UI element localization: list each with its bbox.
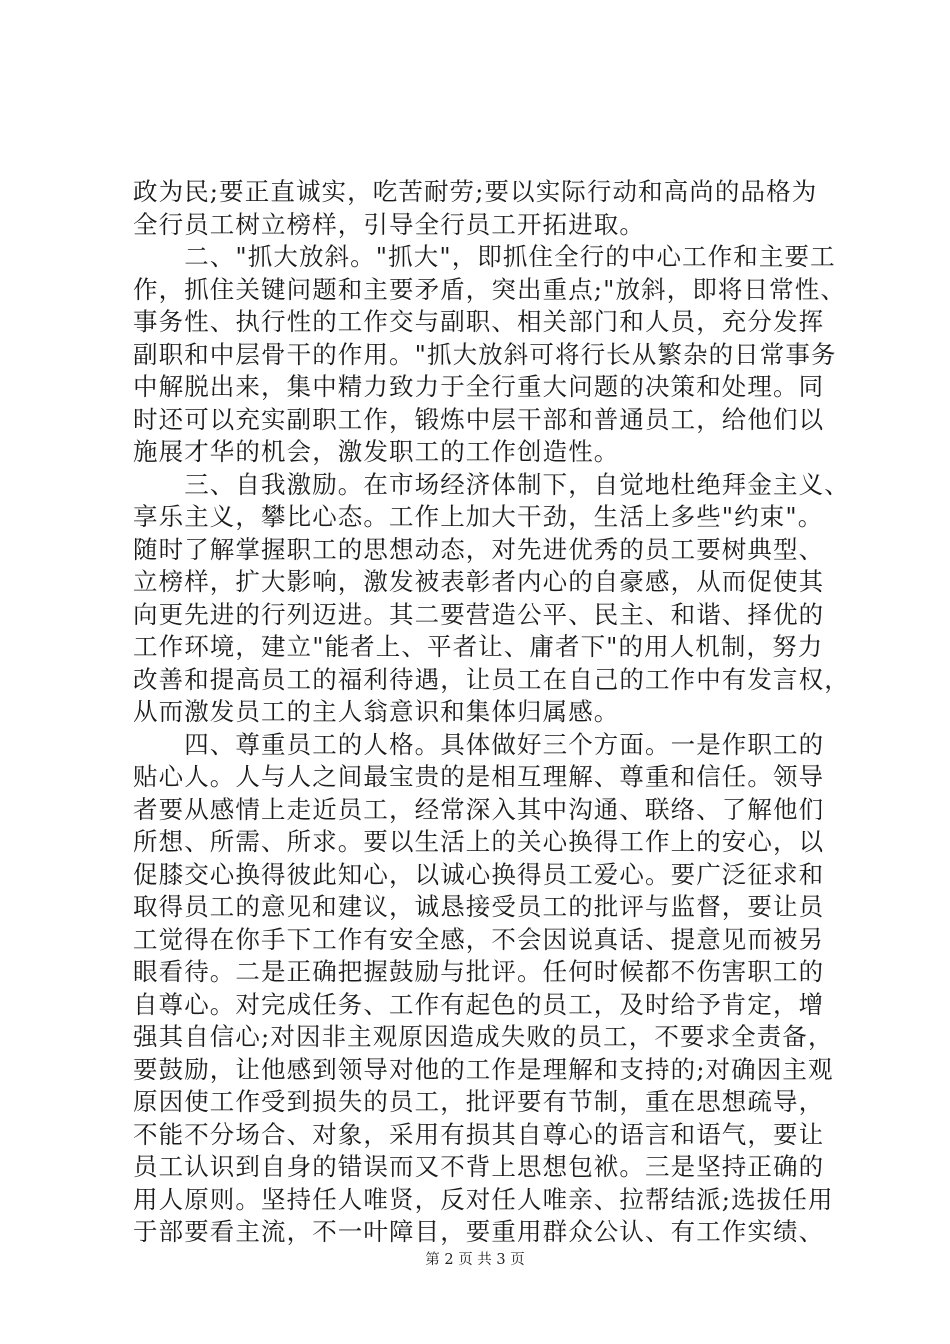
text-line: 于部要看主流，不一叶障目，要重用群众公认、有工作实绩、 bbox=[133, 1217, 825, 1246]
text-line: 不能不分场合、对象，采用有损其自尊心的语言和语气，要让 bbox=[133, 1119, 825, 1149]
document-body bbox=[133, 176, 850, 1249]
text-line: 眼看待。二是正确把握鼓励与批评。任何时候都不伤害职工的 bbox=[133, 957, 825, 986]
page-number-footer: 第 2 页 共 3 页 bbox=[425, 1252, 525, 1268]
text-line: 促膝交心换得彼此知心，以诚心换得员工爱心。要广泛征求和 bbox=[133, 859, 825, 889]
text-line: 取得员工的意见和建议，诚恳接受员工的批评与监督，要让员 bbox=[133, 892, 825, 921]
text-line: 用人原则。坚持任人唯贤，反对任人唯亲、拉帮结派;选拔任用 bbox=[133, 1184, 834, 1214]
text-line: 贴心人。人与人之间最宝贵的是相互理解、尊重和信任。领导 bbox=[133, 762, 825, 791]
text-line: 施展才华的机会，激发职工的工作创造性。 bbox=[133, 437, 620, 466]
text-line: 作，抓住关键问题和主要矛盾，突出重点;"放斜，即将日常性、 bbox=[133, 274, 846, 304]
text-line: 政为民;要正直诚实，吃苦耐劳;要以实际行动和高尚的品格为 bbox=[133, 177, 818, 206]
text-line: 四、尊重员工的人格。具体做好三个方面。一是作职工的 bbox=[133, 729, 825, 759]
text-line: 副职和中层骨干的作用。"抓大放斜可将行长从繁杂的日常事务 bbox=[133, 339, 837, 369]
text-line: 立榜样，扩大影响，激发被表彰者内心的自豪感，从而促使其 bbox=[133, 567, 825, 596]
text-line: 员工认识到自身的错误而又不背上思想包袱。三是坚持正确的 bbox=[133, 1152, 825, 1181]
text-line: 时还可以充实副职工作，锻炼中层干部和普通员工，给他们以 bbox=[133, 404, 825, 434]
text-line: 三、自我激励。在市场经济体制下，自觉地杜绝拜金主义、 bbox=[133, 469, 850, 499]
text-line: 所想、所需、所求。要以生活上的关心换得工作上的安心，以 bbox=[133, 827, 825, 856]
text-line: 改善和提高员工的福利待遇，让员工在自己的工作中有发言权， bbox=[133, 664, 850, 694]
text-line: 二、"抓大放斜。"抓大"，即抓住全行的中心工作和主要工 bbox=[133, 242, 836, 271]
text-line: 工觉得在你手下工作有安全感，不会因说真话、提意见而被另 bbox=[133, 924, 825, 954]
text-line: 享乐主义，攀比心态。工作上加大干劲，生活上多些"约束"。 bbox=[133, 502, 824, 531]
text-line: 原因使工作受到损失的员工，批评要有节制，重在思想疏导， bbox=[133, 1087, 825, 1116]
text-line: 工作环境，建立"能者上、平者让、庸者下"的用人机制，努力 bbox=[133, 632, 824, 661]
text-line: 自尊心。对完成任务、工作有起色的员工，及时给予肯定，增 bbox=[133, 989, 825, 1019]
text-line: 向更先进的行列迈进。其二要营造公平、民主、和谐、择优的 bbox=[133, 599, 825, 629]
text-line: 从而激发员工的主人翁意识和集体归属感。 bbox=[133, 697, 620, 726]
text-line: 强其自信心;对因非主观原因造成失败的员工，不要求全责备， bbox=[133, 1022, 834, 1051]
text-line: 中解脱出来，集中精力致力于全行重大问题的决策和处理。同 bbox=[133, 372, 825, 401]
text-line: 者要从感情上走近员工，经常深入其中沟通、联络、了解他们 bbox=[133, 794, 825, 824]
text-line: 全行员工树立榜样，引导全行员工开拓进取。 bbox=[133, 209, 645, 239]
text-line: 要鼓励，让他感到领导对他的工作是理解和支持的;对确因主观 bbox=[133, 1054, 834, 1084]
text-line: 事务性、执行性的工作交与副职、相关部门和人员，充分发挥 bbox=[133, 307, 825, 336]
text-line: 随时了解掌握职工的思想动态，对先进优秀的员工要树典型、 bbox=[133, 534, 825, 564]
